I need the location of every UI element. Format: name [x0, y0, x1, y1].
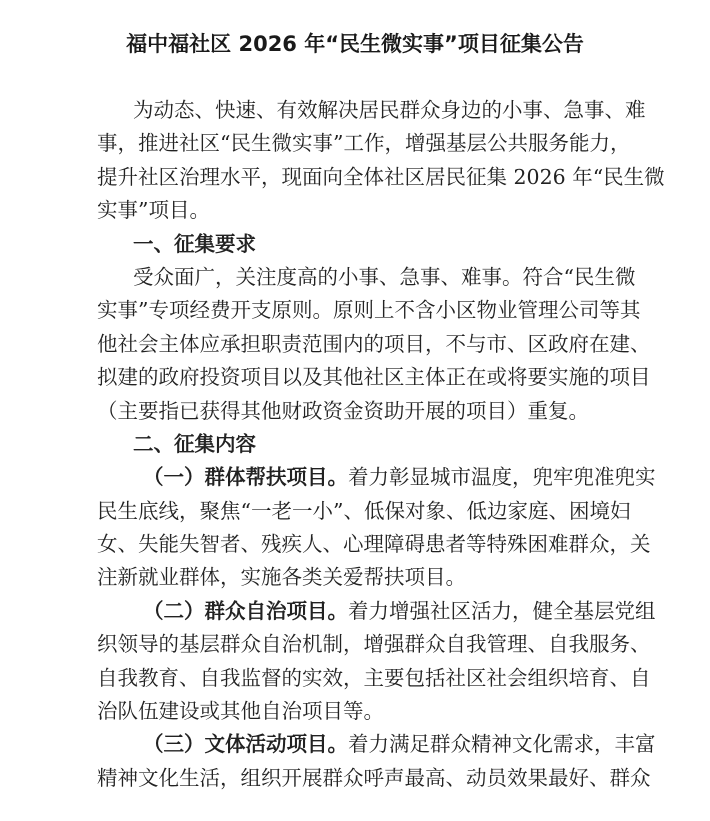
item-label: （二）群众自治项目。	[143, 598, 348, 623]
text-line: 提升社区治理水平，现面向全体社区居民征集 2026 年“民生微	[97, 164, 665, 189]
text-line: 事，推进社区“民生微实事”工作，增强基层公共服务能力，	[97, 131, 631, 156]
text-line	[97, 461, 656, 494]
text-line	[97, 728, 656, 761]
section-heading: 二、征集内容	[133, 431, 256, 456]
item-text: 着力彰显城市温度，兜牢兜准兜实	[348, 465, 656, 490]
text-line: 精神文化生活，组织开展群众呼声最高、动员效果最好、群众	[97, 765, 651, 790]
text-line: 自我教育、自我监督的实效，主要包括社区社会组织培育、自	[97, 665, 651, 690]
section-heading: 一、征集要求	[133, 231, 256, 256]
item-label: （三）文体活动项目。	[143, 732, 348, 757]
item-label: （一）群体帮扶项目。	[143, 465, 348, 490]
text-line	[97, 595, 656, 628]
intro-paragraph	[97, 94, 665, 228]
text-line: 注新就业群体，实施各类关爱帮扶项目。	[97, 565, 466, 590]
document-title: 福中福社区 2026 年“民生微实事”项目征集公告	[126, 32, 584, 56]
text-line: 为动态、快速、有效解决居民群众身边的小事、急事、难	[133, 98, 646, 122]
document-body	[97, 94, 665, 795]
item-group-assistance	[97, 461, 656, 595]
text-line: 民生底线，聚焦“一老一小”、低保对象、低边家庭、困境妇	[97, 498, 631, 523]
text-line: 实事”项目。	[97, 198, 210, 223]
text-line: 他社会主体应承担职责范围内的项目，不与市、区政府在建、	[97, 331, 651, 356]
item-self-governance	[97, 595, 656, 729]
text-line: （主要指已获得其他财政资金资助开展的项目）重复。	[97, 398, 589, 423]
item-text: 着力增强社区活力，健全基层党组	[348, 598, 656, 623]
text-line: 拟建的政府投资项目以及其他社区主体正在或将要实施的项目	[97, 365, 651, 390]
text-line: 女、失能失智者、残疾人、心理障碍患者等特殊困难群众，关	[97, 532, 651, 557]
text-line: 治队伍建设或其他自治项目等。	[97, 699, 384, 724]
item-culture-sports	[97, 728, 656, 795]
text-line: 受众面广，关注度高的小事、急事、难事。符合“民生微	[133, 264, 636, 289]
section1-paragraph	[97, 261, 651, 428]
text-line: 织领导的基层群众自治机制，增强群众自我管理、自我服务、	[97, 632, 651, 657]
item-text: 着力满足群众精神文化需求，丰富	[348, 732, 656, 757]
text-line: 实事”专项经费开支原则。原则上不含小区物业管理公司等其	[97, 298, 641, 323]
